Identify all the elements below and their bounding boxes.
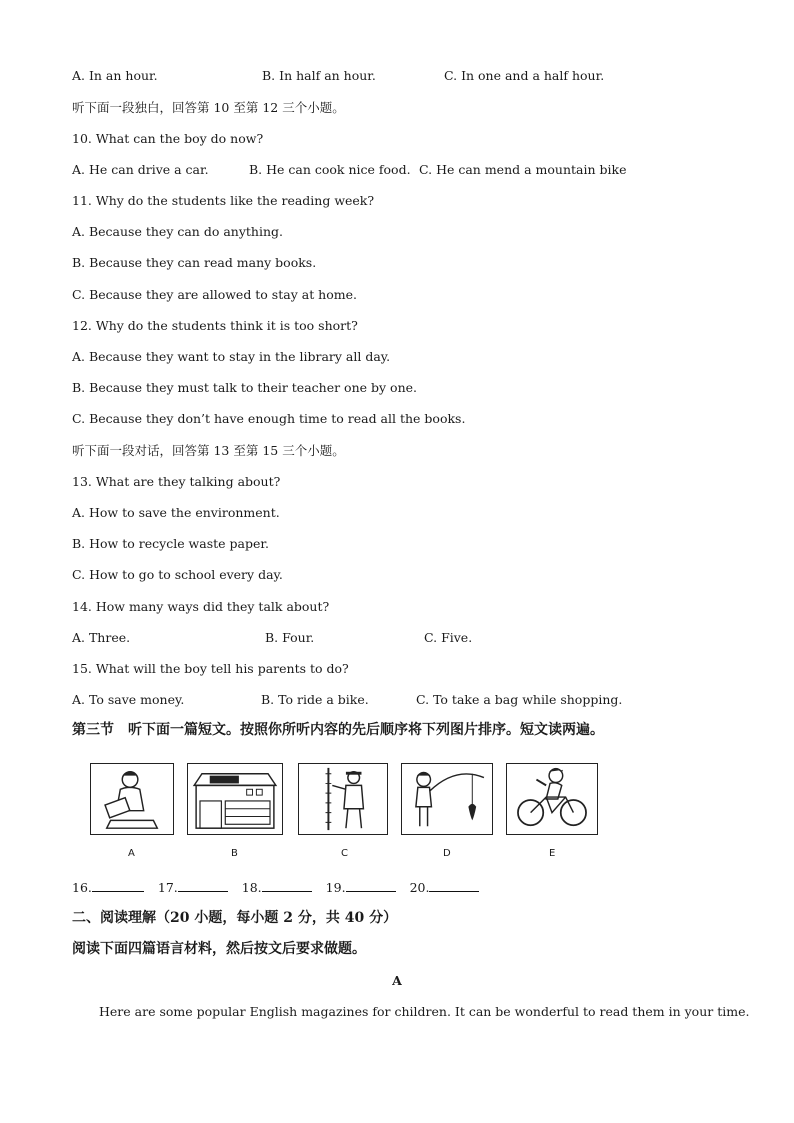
picture-label-d: D [443,848,451,859]
q11-option-a: A. Because they can do anything. [72,224,283,239]
boy-with-laptop-icon [91,764,173,834]
q13-stem: 13. What are they talking about? [72,474,281,489]
picture-e [506,763,598,835]
part-2-instruction: 阅读下面四篇语言材料，然后按文后要求做题。 [72,941,366,957]
answer-blanks [72,879,493,895]
blank-16[interactable] [92,879,144,892]
q13-option-a: A. How to save the environment. [72,505,280,520]
q12-option-c: C. Because they don’t have enough time to read all the books. [72,411,466,426]
q9-option-b: B. In half an hour. [262,68,376,83]
q10-option-a: A. He can drive a car. [72,162,209,177]
section-3-title: 第三节 听下面一篇短文。按照你所听内容的先后顺序将下列图片排序。短文读两遍。 [72,722,604,738]
blank-16-label: 16. [72,880,92,895]
blank-19[interactable] [346,879,396,892]
q15-option-c: C. To take a bag while shopping. [416,692,623,707]
q15-option-a: A. To save money. [72,692,185,707]
picture-label-c: C [341,848,348,859]
blank-18-label: 18. [241,880,262,895]
cyclist-icon [507,764,597,834]
q15-stem: 15. What will the boy tell his parents to do? [72,661,349,676]
picture-d [401,763,493,835]
part-2-title: 二、阅读理解（20 小题，每小题 2 分，共 40 分） [72,910,398,926]
q10-option-c: C. He can mend a mountain bike [419,162,627,177]
q9-option-c: C. In one and a half hour. [444,68,605,83]
q11-stem: 11. Why do the students like the reading week? [72,193,375,208]
q14-option-c: C. Five. [424,630,473,645]
picture-label-e: E [549,848,556,859]
q9-option-a: A. In an hour. [72,68,158,83]
blank-17-label: 17. [157,880,178,895]
blank-18[interactable] [262,879,312,892]
blank-17[interactable] [178,879,228,892]
picture-c [298,763,388,835]
picture-a [90,763,174,835]
passage-label: A [392,973,402,988]
instruction-13-15: 听下面一段对话，回答第 13 至第 15 三个小题。 [72,443,345,458]
q12-option-b: B. Because they must talk to their teacher one by one. [72,380,417,395]
shop-building-icon [188,764,282,834]
blank-20[interactable] [429,879,479,892]
q12-stem: 12. Why do the students think it is too short? [72,318,358,333]
instruction-10-12: 听下面一段独白，回答第 10 至第 12 三个小题。 [72,100,345,115]
q10-stem: 10. What can the boy do now? [72,131,264,146]
q14-option-a: A. Three. [72,630,131,645]
blank-20-label: 20. [409,880,430,895]
picture-label-b: B [231,848,238,859]
blank-19-label: 19. [325,880,346,895]
q13-option-c: C. How to go to school every day. [72,567,283,582]
q15-option-b: B. To ride a bike. [261,692,369,707]
q11-option-b: B. Because they can read many books. [72,255,317,270]
q12-option-a: A. Because they want to stay in the library all day. [72,349,391,364]
boy-fishing-icon [402,764,492,834]
q13-option-b: B. How to recycle waste paper. [72,536,269,551]
q10-option-b: B. He can cook nice food. [249,162,411,177]
q14-option-b: B. Four. [265,630,315,645]
q14-stem: 14. How many ways did they talk about? [72,599,330,614]
q11-option-c: C. Because they are allowed to stay at home. [72,287,357,302]
man-measuring-height-icon [299,764,387,834]
passage-intro: Here are some popular English magazines for children. It can be wonderful to read them in your time. [99,1004,750,1019]
picture-label-a: A [128,848,135,859]
picture-b [187,763,283,835]
